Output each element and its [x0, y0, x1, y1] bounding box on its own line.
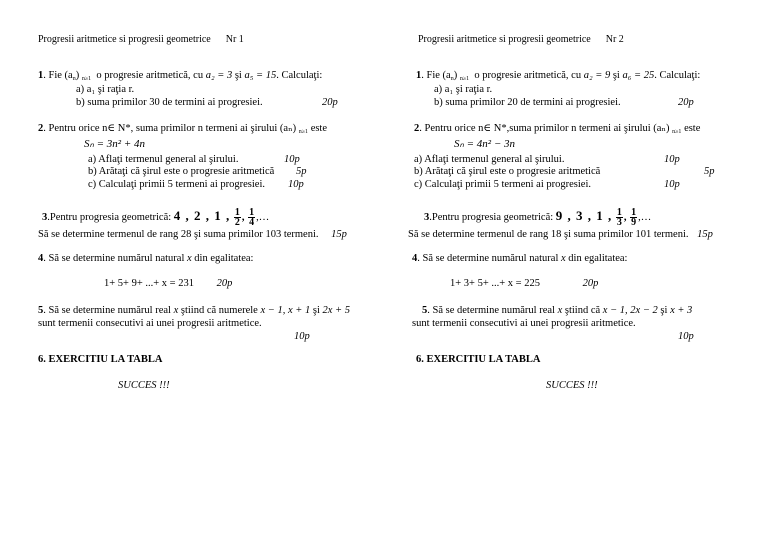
header-title: Progresii aritmetice si progresii geometrice: [418, 34, 591, 45]
stem-end: este: [684, 123, 701, 134]
problem-2-c: [414, 179, 680, 191]
condition-1: a₂ = 3: [205, 70, 233, 81]
item-text: b) suma primilor 20 de termini ai progresiei.: [434, 97, 621, 108]
question-text: Să se determine termenul de rang 18 şi suma primilor 101 termeni.: [408, 229, 689, 240]
problem-2-a: [414, 154, 680, 166]
stem-end: din egalitatea:: [568, 253, 628, 264]
header-number: Nr 2: [605, 34, 624, 45]
item-text: b) Arătaţi că şirul este o progresie aritmetică: [414, 166, 601, 177]
stem-mid: ştiind că: [564, 305, 601, 316]
problem-3-stem: 3.Pentru progresia geometrică: 4 , 2 , 1 , $\frac{1}{2}$ , $\frac{1}{4}$ ,…: [42, 207, 270, 229]
problem-1-stem: [416, 70, 700, 85]
stem-sub: n: [450, 76, 454, 82]
succes-text: SUCCES !!!: [546, 380, 598, 391]
problem-5-points: 10p: [678, 331, 694, 342]
item-text: b) Arătaţi că şirul este o progresie aritmetică: [88, 166, 275, 177]
stem-paren: ): [75, 70, 80, 81]
term-2: 2x − 2: [630, 305, 658, 316]
points: 10p: [664, 179, 680, 190]
problem-2-a: [88, 154, 300, 166]
numerator: 1: [631, 207, 637, 219]
stem-end: este: [310, 123, 328, 134]
denominator: 9: [631, 217, 637, 229]
condition-2: a₅ = 15: [244, 70, 277, 81]
header-number: Nr 1: [225, 34, 244, 45]
problem-number: 2: [414, 123, 420, 134]
problem-5-points: 10p: [294, 331, 310, 342]
equation: 1+ 3+ 5+ ...+ x = 225: [450, 278, 540, 289]
term-1: x − 1,: [602, 305, 628, 316]
problem-number: 5: [422, 305, 428, 316]
problem-6: 6. EXERCITIU LA TABLA: [38, 354, 163, 365]
numerator: 1: [234, 207, 240, 219]
term-3: 2x + 5: [322, 305, 350, 316]
sequence-start: 4 , 2 , 1 ,: [173, 208, 231, 223]
header-title: Progresii aritmetice si progresii geometrice: [38, 34, 211, 45]
condition-1: a₂ = 9: [583, 70, 611, 81]
problem-5-stem: [38, 305, 350, 317]
variable: x: [557, 305, 563, 316]
conj: şi: [660, 305, 668, 316]
stem-range: n≥1: [459, 76, 470, 82]
variable: x: [173, 305, 179, 316]
points: 20p: [582, 278, 599, 289]
stem-sub: n: [72, 76, 76, 82]
problem-5-line2: sunt termenii consecutivi ai unei progresii aritmetice.: [38, 318, 262, 329]
problem-3-stem: 3.Pentru progresia geometrică: 9 , 3 , 1 , $\frac{1}{3}$ , $\frac{1}{9}$ ,…: [424, 207, 652, 229]
problem-4-stem: [38, 253, 253, 265]
problem-2-b: [88, 166, 307, 178]
problem-6: 6. EXERCITIU LA TABLA: [416, 354, 541, 365]
problem-number: 3: [42, 212, 48, 223]
problem-3-question: [408, 229, 713, 241]
problem-3-question: [38, 229, 347, 241]
stem-text: . Să se determine numărul natural: [43, 253, 185, 264]
stem-paren: ): [453, 70, 458, 81]
header: [38, 34, 244, 46]
stem-text: . Să se determine numărul real: [43, 305, 171, 316]
problem-1-a: a) a₁ şi raţia r.: [434, 84, 493, 95]
problem-5-stem: [422, 305, 692, 317]
points: 20p: [322, 97, 338, 108]
calc-label: . Calculaţi:: [654, 70, 701, 81]
problem-1-stem: [38, 70, 322, 85]
condition-2: a₆ = 25: [622, 70, 655, 81]
problem-4-equation: [450, 278, 598, 290]
problem-number: 2: [38, 123, 44, 134]
question-text: Să se determine termenul de rang 28 şi suma primilor 103 termeni.: [38, 229, 319, 240]
formula-sum: Sₙ = 3n² + 4n: [84, 138, 146, 150]
sequence-end: ,…: [638, 212, 652, 223]
header: [418, 34, 624, 46]
problem-number: 4: [412, 253, 418, 264]
problem-2-b: [414, 166, 715, 178]
points: 10p: [284, 154, 300, 165]
problem-number: 5: [38, 305, 44, 316]
succes-text: SUCCES !!!: [118, 380, 170, 391]
points: 15p: [697, 229, 713, 240]
denominator: 2: [234, 217, 240, 229]
conj: şi: [612, 70, 620, 81]
problem-number: 4: [38, 253, 44, 264]
fraction-2: [630, 208, 637, 227]
points: 15p: [331, 229, 347, 240]
numerator: 1: [249, 207, 255, 219]
problem-2-stem: [38, 123, 327, 138]
stem-text-2: o progresie aritmetică, cu: [474, 70, 582, 81]
fraction-1: [616, 208, 623, 227]
term-2: x + 1: [287, 305, 311, 316]
numerator: 1: [616, 207, 622, 219]
conj: şi: [234, 70, 242, 81]
fraction-1: [234, 208, 241, 227]
worksheet-nr2: [384, 0, 768, 543]
stem-range: n≥1: [298, 129, 309, 135]
denominator: 4: [249, 217, 255, 229]
term-1: x − 1,: [260, 305, 286, 316]
stem-mid: ştiind că numerele: [180, 305, 258, 316]
points: 20p: [678, 97, 694, 108]
item-text: a) Aflaţi termenul general al şirului.: [88, 154, 239, 165]
item-text: b) suma primilor 30 de termini ai progresiei.: [76, 97, 263, 108]
problem-number: 1: [416, 70, 422, 81]
problem-1-a: a) a₁ şi raţia r.: [76, 84, 135, 95]
sequence-start: 9 , 3 , 1 ,: [555, 208, 613, 223]
stem-text: . Să se determine numărul real: [427, 305, 555, 316]
stem-range: n≥1: [81, 76, 92, 82]
conj: şi: [312, 305, 320, 316]
problem-number: 3: [424, 212, 430, 223]
term-3: x + 3: [670, 305, 693, 316]
stem-text: . Pentru orice n∈ N*,suma primilor n termeni ai şirului (aₙ): [419, 123, 670, 134]
points: 5p: [704, 166, 715, 177]
problem-4-equation: [104, 278, 232, 290]
formula-sum: Sₙ = 4n² − 3n: [454, 138, 516, 150]
stem-end: din egalitatea:: [194, 253, 254, 264]
stem-text: .Pentru progresia geometrică:: [47, 212, 172, 223]
stem-text: . Să se determine numărul natural: [417, 253, 559, 264]
denominator: 3: [616, 217, 622, 229]
stem-text: .Pentru progresia geometrică:: [429, 212, 554, 223]
problem-number: 1: [38, 70, 44, 81]
points: 5p: [296, 166, 307, 177]
calc-label: . Calculaţi:: [276, 70, 323, 81]
variable: x: [187, 253, 192, 264]
problem-1-b: [434, 97, 694, 109]
sequence-end: ,…: [256, 212, 270, 223]
fraction-2: [248, 208, 255, 227]
stem-text-2: o progresie aritmetică, cu: [96, 70, 204, 81]
problem-1-b: [76, 97, 338, 109]
item-text: a) Aflaţi termenul general al şirului.: [414, 154, 565, 165]
problem-2-c: [88, 179, 304, 191]
equation: 1+ 5+ 9+ ...+ x = 231: [104, 278, 194, 289]
points: 10p: [664, 154, 680, 165]
problem-4-stem: [412, 253, 627, 265]
stem-text: . Fie (a: [43, 70, 73, 81]
stem-range: n≥1: [672, 129, 682, 135]
stem-text: . Pentru orice n∈ N*, suma primilor n termeni ai şirului (aₙ): [43, 123, 297, 134]
stem-text: . Fie (a: [421, 70, 451, 81]
points: 10p: [288, 179, 304, 190]
variable: x: [561, 253, 566, 264]
problem-5-line2: sunt termenii consecutivi ai unei progresii aritmetice.: [412, 318, 636, 329]
item-text: c) Calculaţi primii 5 termeni ai progresiei.: [88, 179, 265, 190]
item-text: c) Calculaţi primii 5 termeni ai progresiei.: [414, 179, 591, 190]
problem-2-stem: [414, 123, 700, 138]
points: 20p: [216, 278, 233, 289]
